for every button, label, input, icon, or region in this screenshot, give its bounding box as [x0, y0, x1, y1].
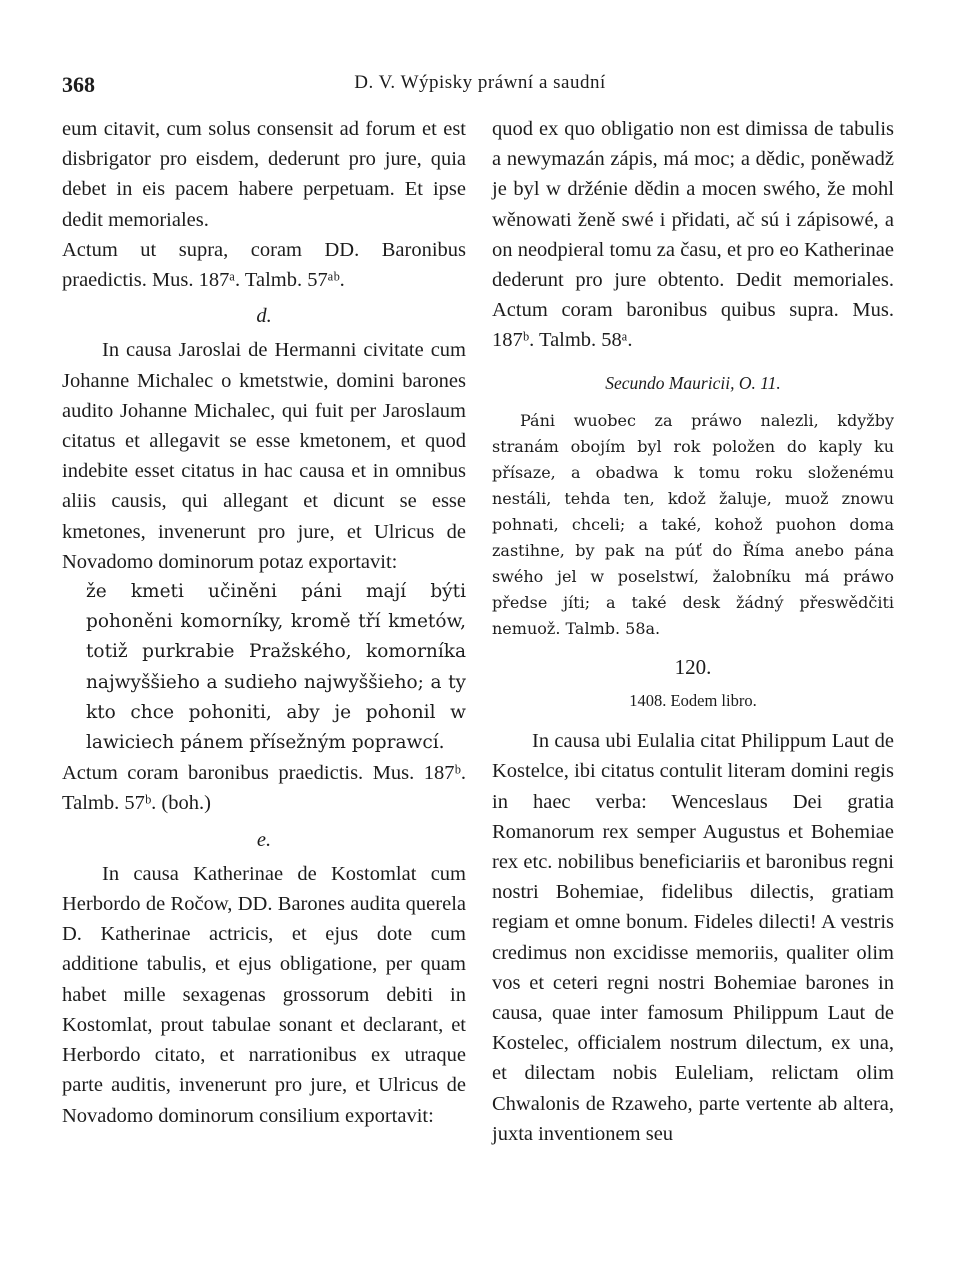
- paragraph-left-actum: Actum coram baronibus praedictis. Mus. 187ᵇ. Talmb. 57ᵇ. (boh.): [62, 762, 466, 815]
- paragraph-right-czech: Páni wuobec za práwo nalezli, kdyžby stranám obojím byl rok položen do kaply ku přísaze, a obadwa k tomu roku složenému nestáli, tehda ten, kdož žaluje, muož znowu pohnati, chceli; a také, kohož puohon doma zastihne, by pak na púť do Říma anebo pána swého jel w poselstwí, žalobníku má práwo předse jíti; a také desk žádný přeswědčiti nemuož. Talmb. 58a.: [492, 410, 894, 638]
- paragraph-left-2: Actum ut supra, coram DD. Baronibus praedictis. Mus. 187ᵃ. Talmb. 57ᵃᵇ.: [62, 238, 466, 292]
- running-title: D. V. Wýpisky práwní a saudní: [354, 72, 606, 93]
- section-d-marker: d.: [256, 305, 272, 328]
- section-e-marker: e.: [256, 828, 272, 851]
- left-column: [62, 114, 466, 1131]
- paragraph-left-1: eum citavit, cum solus consensit ad forum et est disbrigator pro eisdem, dederunt pro jure, quia debet in eis pacem habere perpetuam. Et ipse dedit memoriales.: [62, 118, 466, 231]
- paragraph-left-czech-ruling: že kmeti učiněni páni mají býti pohoněni komorníky, kromě tří kmetów, totiž purkrabie Pražského, komorníka najwyššieho a sudieho najwyššieho; a ty kto chce pohoniti, aby je pohonil w lawiciech pánem přísežným poprawcí.: [86, 581, 466, 754]
- section-heading-mauricii: Secundo Mauricii, O. 11.: [605, 372, 781, 393]
- paragraph-left-3: In causa Jaroslai de Hermanni civitate cum Johanne Michalec o kmetstwie, domini barones audito Johanne Michalec, qui fuit per Jaroslaum citatus et allegavit se esse kmetonem, et quod indebite esset citatus in hac causa et in omnibus aliis causis, qui allegant et dicunt se esse kmetones, invenerunt pro jure, et Ulricus de Novadomo dominorum potaz exportavit:: [62, 339, 466, 573]
- page-number: 368: [62, 72, 95, 97]
- page-header: [62, 72, 898, 100]
- paragraph-right-eulalia: In causa ubi Eulalia citat Philippum Laut de Kostelce, ibi citatus contulit literam domini regis in haec verba: Wenceslaus Dei gratia Romanorum rex semper Augustus et Bohemiae rex etc. nobilibus beneficiariis et baronibus regni nostri Bohemiae, fidelibus dilectis, gratiam regiam et omne bonum. Fideles dilecti! A vestris credimus non excidisse memoriis, qualiter olim vos et ceteri regni nostri Bohemiae barones in causa, quae inter famosum Philippum Laut de Kostelec, officialem nostrum dilectum, ex una, et dilectam nobis Euleliam, relictam olim Chwalonis de Rzaweho, parte vertente ab altera, juxta inventionem seu: [492, 730, 894, 1145]
- paragraph-left-katherina: In causa Katherinae de Kostomlat cum Herbordo de Ročow, DD. Barones audita querela D. Katherinae actricis, et ejus dote cum additione tabulis, et ejus obligatione, per quam habet mille sexagenas grossorum debiti in Kostomlat, prout tabulae sonant et declarant, et Herbordo citato, et narrationibus ex utraque parte auditis, invenerunt pro jure, et Ulricus de Novadomo dominorum consilium exportavit:: [62, 862, 466, 1127]
- entry-number: 120.: [674, 654, 712, 679]
- paragraph-right-1: quod ex quo obligatio non est dimissa de tabulis a newymazán zápis, má moc; a dědic, poněwadž je byl w držénie dědin a mocen swého, že mohl wěnowati ženě swé i přidati, ač sú i zápisowé, a on neodpieral tomu za času, et pro eo Katherinae dederunt pro jure obtento. Dedit memoriales. Actum coram baronibus quibus supra. Mus. 187ᵇ. Talmb. 58ᵃ.: [492, 118, 894, 352]
- entry-year-line: 1408. Eodem libro.: [629, 691, 757, 711]
- right-column: [492, 114, 894, 1149]
